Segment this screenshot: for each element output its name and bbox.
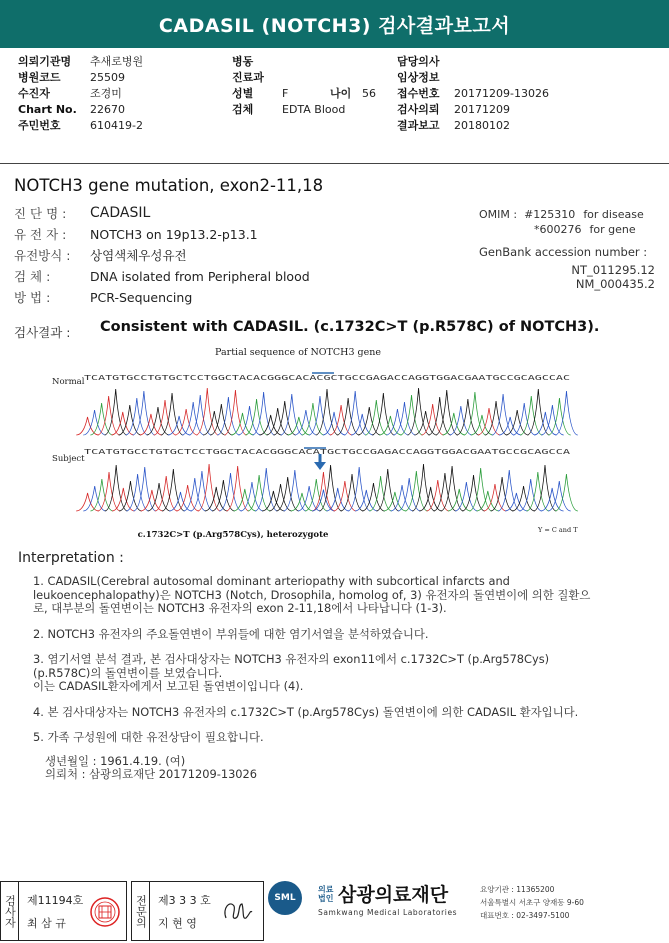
trace-peak <box>407 388 430 435</box>
trace-peak <box>421 404 444 435</box>
meta-row-method <box>14 287 310 308</box>
meta-label: 방 법 : <box>14 290 51 305</box>
trace-peak <box>112 488 135 511</box>
interp-line: 5. 가족 구성원에 대한 유전상담이 필요합니다. <box>33 730 264 744</box>
normal-trace <box>76 388 577 435</box>
trace-peak <box>513 403 536 435</box>
trace-peak <box>269 484 292 511</box>
trace-peak <box>555 474 578 511</box>
subject-sequence: TCATGTGCCTGTGCTCCTGGCTACACGGGCACATGCTGCCGAGACCAGGTGGACGAATGCCGCAGCCA <box>84 448 572 456</box>
omim-block <box>479 207 644 237</box>
trace-peak <box>175 409 198 435</box>
interp-line: 3. 염기서열 분석 결과, 본 검사대상자는 NOTCH3 유전자의 exon11에서 c.1732C>T (p.Arg578Cys) <box>33 652 550 666</box>
info-label: 임상정보 <box>397 71 440 84</box>
trace-peak <box>386 409 409 435</box>
trace-peak <box>316 389 339 435</box>
requester-line: 의뢰처 : 삼광의료재단 20171209-13026 <box>45 767 258 781</box>
info-row-accession <box>397 86 549 102</box>
info-label: Chart No. <box>18 103 77 116</box>
trace-peak <box>485 401 508 435</box>
age-value: 56 <box>362 87 376 100</box>
interp-line: 2. NOTCH3 유전자의 주요돌연변이 부위들에 대한 염기서열을 분석하였습니다. <box>33 626 429 641</box>
trace-peak <box>372 393 395 435</box>
trace-peak <box>105 465 128 511</box>
sml-logo-badge: SML <box>268 881 302 915</box>
patient-info-panel <box>0 48 669 164</box>
trace-peak <box>273 401 296 435</box>
trace-peak <box>104 389 127 435</box>
trace-peak <box>412 464 435 511</box>
org-prefix-top: 의료 <box>318 885 334 894</box>
meta-value: PCR-Sequencing <box>90 290 193 305</box>
org-english-name: Samkwang Medical Laboratories <box>318 908 458 917</box>
patient-birth-date: 생년월일 : 1961.4.19. (여) <box>45 753 186 768</box>
report-title: CADASIL (NOTCH3) 검사결과보고서 <box>158 14 511 37</box>
info-row-clinical <box>397 70 549 86</box>
trace-peak <box>492 394 515 435</box>
omim-row-disease <box>479 207 644 222</box>
info-value: EDTA Blood <box>282 103 346 116</box>
info-value: 20180102 <box>454 119 510 132</box>
info-value: 20171209 <box>454 103 510 116</box>
trace-peak <box>245 399 268 435</box>
interp-line: 1. CADASIL(Cerebral autosomal dominant arteriopathy with subcortical infarcts and <box>33 574 510 588</box>
trace-peak <box>161 393 184 435</box>
org-phone: 대표번호 : 02-3497-5100 <box>480 911 570 920</box>
info-label: 수진자 <box>18 87 50 100</box>
trace-peak <box>126 398 149 435</box>
trace-peak <box>226 466 249 511</box>
info-label: 주민번호 <box>18 119 61 132</box>
test-heading: NOTCH3 gene mutation, exon2-11,18 <box>14 176 324 195</box>
org-code: 요양기관 : 11365200 <box>480 885 555 894</box>
org-name: 삼광의료재단 <box>338 884 449 906</box>
examiner-side-label: 검사자 <box>1 882 19 940</box>
omim-code: #125310 <box>524 208 576 221</box>
age-label: 나이 <box>330 87 352 100</box>
info-value: 610419-2 <box>90 119 143 132</box>
info-row-patient <box>18 86 143 102</box>
subject-trace <box>76 464 578 511</box>
trace-peak <box>155 476 178 511</box>
trace-peak <box>330 405 353 435</box>
info-label: 접수번호 <box>397 87 440 100</box>
normal-sequence: TCATGTGCCTGTGCTCCTGGCTACACGGGCACACGCTGCCGAGACCAGGTGGACGAATGCCGCAGCCAC <box>84 374 570 382</box>
meta-label: 유 전 자 : <box>14 227 67 242</box>
meta-row-specimen <box>14 266 310 287</box>
result-value: Consistent with CADASIL. (c.1732C>T (p.R578C) of NOTCH3). <box>100 319 600 335</box>
info-row-sex-age <box>232 86 376 102</box>
info-value: 25509 <box>90 71 125 84</box>
trace-peak <box>295 410 318 435</box>
trace-peak <box>478 408 501 435</box>
genbank-label: GenBank accession number : <box>479 245 648 259</box>
meta-value: NOTCH3 on 19p13.2-p13.1 <box>90 227 258 242</box>
trace-peak <box>276 477 299 511</box>
specialist-side-label: 전문의 <box>132 882 150 940</box>
trace-peak <box>358 407 381 435</box>
meta-value: DNA isolated from Peripheral blood <box>90 269 310 284</box>
trace-peak <box>323 412 346 435</box>
trace-peak <box>319 465 342 511</box>
interp-line: 로, 대부분의 돌연변이는 NOTCH3 유전자의 exon 2-11,18에서 나타납니다 (1-3). <box>33 601 447 615</box>
trace-peak <box>333 481 356 511</box>
patient-info-column-3 <box>397 54 549 134</box>
trace-peak <box>391 485 414 511</box>
trace-peak <box>255 468 278 511</box>
trace-peak <box>182 402 205 435</box>
info-value: 20171209-13026 <box>454 87 549 100</box>
meta-row-inheritance <box>14 245 310 266</box>
trace-peak <box>283 470 306 511</box>
interp-line: leukoencephalopathy)은 NOTCH3 (Notch, Drosophila, homolog of, 3) 유전자의 돌연변이에 의한 질환으 <box>33 587 591 602</box>
trace-peak <box>365 400 388 435</box>
trace-peak <box>512 486 535 511</box>
examiner-stamp <box>89 895 121 929</box>
specialist-name: 지 현 영 <box>158 917 197 930</box>
meta-value: 상염색체우성유전 <box>90 248 187 263</box>
trace-peak <box>241 482 264 511</box>
patient-info-column-1 <box>18 54 143 134</box>
trace-peak <box>133 467 156 511</box>
trace-peak <box>83 486 106 511</box>
interp-line: 4. 본 검사대상자는 NOTCH3 유전자의 c.1732C>T (p.Arg578Cys) 돌연변이에 의한 CADASIL 환자입니다. <box>33 704 579 719</box>
trace-peak <box>210 404 233 435</box>
info-value: 조경미 <box>90 87 122 100</box>
org-contact <box>480 883 584 922</box>
trace-peak <box>119 405 142 435</box>
trace-peak <box>212 480 235 511</box>
trace-peak <box>469 468 492 511</box>
test-metadata <box>14 203 310 308</box>
trace-peak <box>527 389 550 435</box>
trace-peak <box>176 485 199 511</box>
trace-peak <box>83 410 106 435</box>
org-address: 서울특별시 서초구 양재동 9-60 <box>480 898 584 907</box>
trace-peak <box>441 466 464 511</box>
info-row-ward <box>232 54 376 70</box>
trace-peak <box>426 480 449 511</box>
ambiguity-note: Y = C and T <box>538 526 578 534</box>
info-row-resident-no <box>18 118 143 134</box>
trace-peak <box>450 406 473 435</box>
trace-peak <box>534 465 557 511</box>
info-value: 추새로병원 <box>90 55 144 68</box>
trace-peak <box>362 483 385 511</box>
examiner-license: 제11194호 <box>27 894 84 907</box>
trace-peak <box>393 402 416 435</box>
trace-peak <box>369 476 392 511</box>
info-row-hospital-code <box>18 70 143 86</box>
info-label: 결과보고 <box>397 119 440 132</box>
specialist-license: 제3 3 3 호 <box>158 894 211 907</box>
interp-line: (p.R578C)의 돌연변이를 보였습니다. <box>33 665 223 680</box>
interpretation-item <box>33 731 653 745</box>
patient-info-column-2 <box>232 54 376 118</box>
trace-peak <box>183 478 206 511</box>
trace-peak <box>462 475 485 511</box>
interpretation-item <box>33 653 653 694</box>
examiner-name: 최 삼 규 <box>27 917 66 930</box>
sequence-chromatogram <box>52 343 578 543</box>
info-label: 검사의뢰 <box>397 103 440 116</box>
trace-peak <box>133 391 156 435</box>
trace-peak <box>198 464 221 511</box>
meta-row-gene <box>14 224 310 245</box>
accession-nt: NT_011295.12 <box>571 263 655 277</box>
info-row-doctor <box>397 54 549 70</box>
signature-footer <box>0 876 669 943</box>
trace-peak <box>154 400 177 435</box>
info-row-department <box>232 70 376 86</box>
trace-peak <box>196 388 219 435</box>
info-value: 22670 <box>90 103 125 116</box>
result-label: 검사결과 : <box>14 325 71 340</box>
trace-peak <box>457 399 480 435</box>
omim-code: *600276 <box>534 223 582 236</box>
trace-peak <box>498 470 521 511</box>
trace-peak <box>147 407 170 435</box>
meta-label: 검 체 : <box>14 269 51 284</box>
trace-peak <box>555 391 578 435</box>
trace-peak <box>90 479 113 511</box>
trace-peak <box>348 467 371 511</box>
info-label: 담당의사 <box>397 55 440 68</box>
info-value: F <box>282 87 289 100</box>
interpretation-body <box>33 575 653 782</box>
interpretation-item <box>33 628 653 642</box>
trace-peak <box>302 403 325 435</box>
trace-peak <box>248 475 271 511</box>
mutation-caption: c.1732C>T (p.Arg578Cys), heterozygote <box>137 530 329 540</box>
trace-peak <box>90 403 113 435</box>
info-row-chart-no <box>18 102 143 118</box>
trace-peak <box>298 486 321 511</box>
trace-peak <box>224 390 247 435</box>
info-label: 진료과 <box>232 71 264 84</box>
chromatogram-title: Partial sequence of NOTCH3 gene <box>215 347 381 358</box>
trace-peak <box>337 398 360 435</box>
trace-peak <box>126 474 149 511</box>
interpretation-heading: Interpretation : <box>18 550 124 566</box>
mutation-arrow-icon <box>314 454 326 470</box>
meta-row-diagnosis <box>14 203 310 224</box>
trace-peak <box>398 478 421 511</box>
info-label: 병동 <box>232 55 254 68</box>
info-row-request-date <box>397 102 549 118</box>
trace-peak <box>344 391 367 435</box>
interpretation-item <box>33 706 653 720</box>
org-prefix <box>318 885 333 903</box>
info-label: 의뢰기관명 <box>18 55 72 68</box>
info-row-report-date <box>397 118 549 134</box>
trace-peak <box>281 394 304 435</box>
accession-nm: NM_000435.2 <box>575 277 655 291</box>
interp-line: 이는 CADASIL환자에게서 보고된 돌연변이입니다 (4). <box>33 679 304 693</box>
trace-peak <box>238 406 261 435</box>
trace-peak <box>266 408 289 435</box>
trace-peak <box>484 484 507 511</box>
trace-peak <box>519 479 542 511</box>
omim-desc: for disease <box>583 208 644 221</box>
specialist-signature <box>220 898 258 926</box>
trace-peak <box>464 392 487 435</box>
org-prefix-bottom: 법인 <box>318 894 334 903</box>
info-label: 성별 <box>232 87 254 100</box>
trace-peak <box>435 390 458 435</box>
trace-peak <box>162 469 185 511</box>
omim-desc: for gene <box>589 223 636 236</box>
examiner-box <box>0 881 127 941</box>
trace-peak <box>111 412 134 435</box>
info-label: 검체 <box>232 103 254 116</box>
trace-peak <box>534 412 557 435</box>
info-label: 병원코드 <box>18 71 61 84</box>
trace-peak <box>548 398 571 435</box>
trace-peak <box>376 469 399 511</box>
info-row-hospital <box>18 54 143 70</box>
omim-label: OMIM : <box>479 208 518 221</box>
subject-label: Subject <box>52 454 85 464</box>
omim-row-gene <box>479 222 644 237</box>
trace-peak <box>119 481 142 511</box>
meta-label: 진 단 명 : <box>14 206 67 221</box>
meta-label: 유전방식 : <box>14 248 71 263</box>
trace-peak <box>341 474 364 511</box>
specialist-box <box>131 881 264 941</box>
meta-value: CADASIL <box>90 205 151 221</box>
trace-peak <box>148 483 171 511</box>
trace-peak <box>541 488 564 511</box>
trace-peak <box>252 392 275 435</box>
interpretation-item <box>33 575 653 616</box>
report-title-banner <box>0 0 669 48</box>
info-row-specimen <box>232 102 376 118</box>
trace-peak <box>548 481 571 511</box>
trace-peak <box>541 405 564 435</box>
trace-peak <box>491 477 514 511</box>
trace-peak <box>506 410 529 435</box>
trace-peak <box>455 482 478 511</box>
normal-label: Normal <box>52 377 85 387</box>
